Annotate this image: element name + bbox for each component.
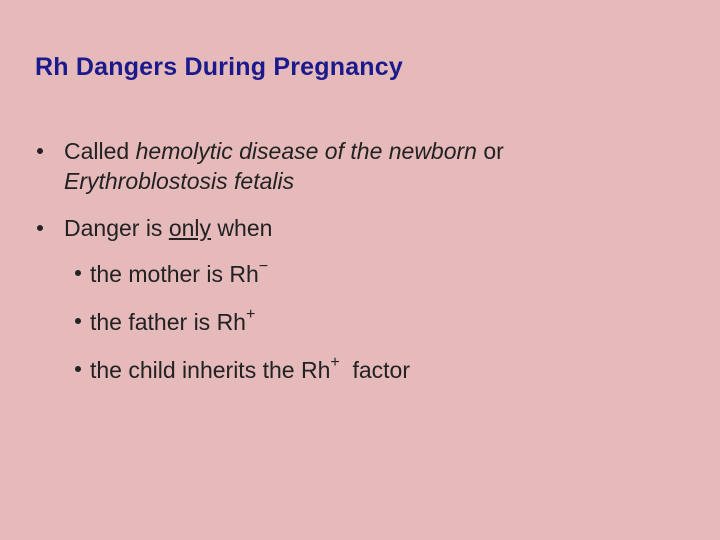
bullet-hemolytic-disease: [64, 136, 664, 196]
sub-bullet-father: [90, 307, 255, 337]
bullet-text-underlined: only: [168, 215, 212, 241]
rh-positive-sign: +: [245, 306, 256, 324]
sub-bullet-text: the father is Rh: [90, 309, 246, 335]
bullet-text-italic: hemolytic disease of the newborn: [135, 138, 477, 164]
sub-bullet-text: the mother is Rh: [90, 261, 259, 287]
sub-bullet-child: [90, 355, 410, 385]
rh-positive-sign: +: [330, 354, 340, 372]
bullet-text-middle: or: [476, 138, 504, 164]
bullet-dot-icon: [37, 148, 43, 154]
sub-bullet-mother: [90, 259, 268, 289]
bullet-danger-condition: [64, 213, 664, 243]
sub-bullet-dot-icon: [75, 270, 81, 276]
bullet-text-italic-2: Erythroblostosis fetalis: [64, 168, 295, 194]
sub-bullet-suffix: factor: [339, 357, 411, 383]
sub-bullet-dot-icon: [75, 366, 81, 372]
slide-title: Rh Dangers During Pregnancy: [35, 53, 403, 81]
bullet-text-prefix: Called: [64, 138, 136, 164]
sub-bullet-text: the child inherits the Rh: [90, 357, 331, 383]
rh-negative-sign: −: [258, 258, 269, 276]
bullet-text-suffix: when: [211, 215, 273, 241]
bullet-dot-icon: [37, 225, 43, 231]
sub-bullet-dot-icon: [75, 318, 81, 324]
bullet-text-prefix: Danger is: [64, 215, 169, 241]
